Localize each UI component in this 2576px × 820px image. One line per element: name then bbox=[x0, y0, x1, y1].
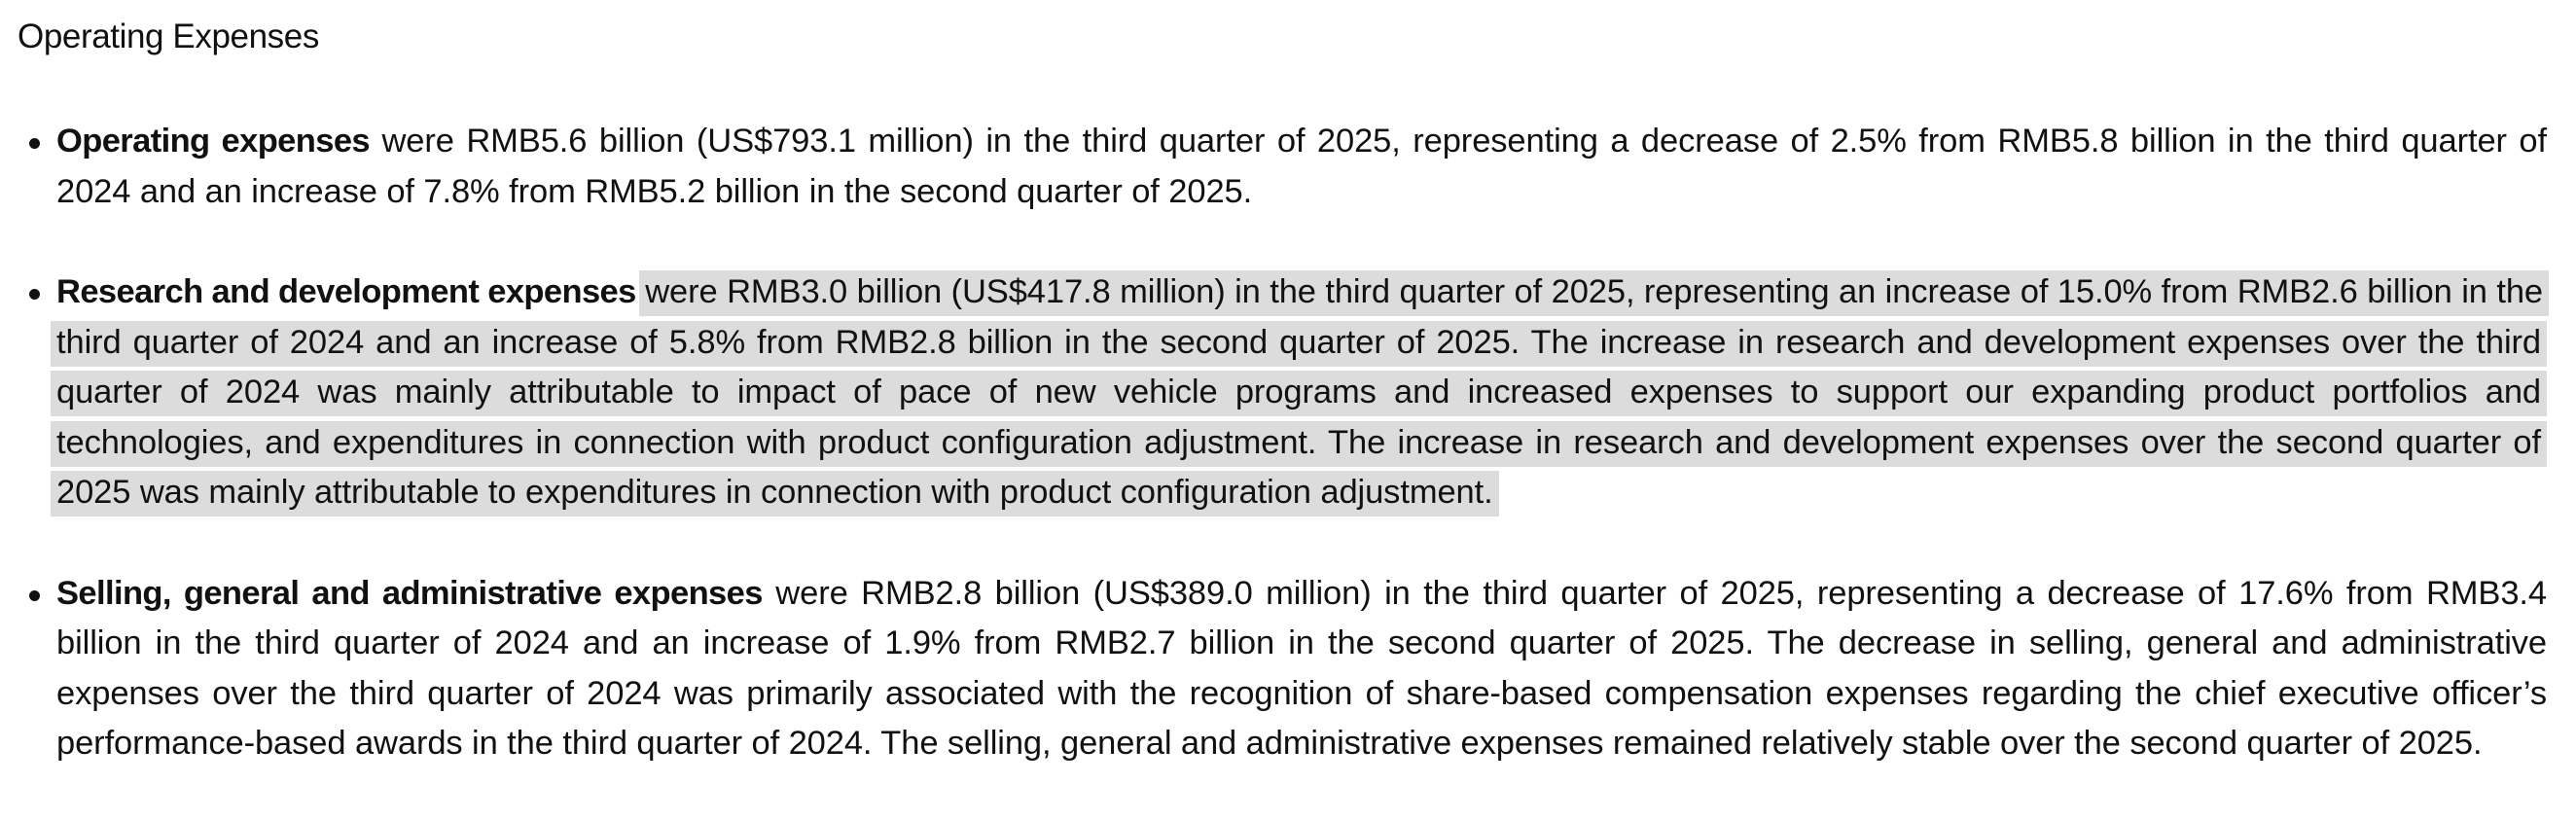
expense-list bbox=[0, 117, 2576, 820]
term-operating-expenses: Operating expenses bbox=[56, 123, 370, 160]
description-operating-expenses: were RMB5.6 billion (US$793.1 million) in the third quarter of 2025, representing a decrease of 2.5% from RMB5.8 billion in the third quarter of 2024 and an increase of 7.8% from RMB5.2 billion in the second quarter of 2025. bbox=[56, 123, 2547, 210]
list-item-selling-general-admin bbox=[0, 569, 2547, 769]
list-item-operating-expenses bbox=[0, 117, 2547, 217]
highlighted-selection[interactable]: were RMB3.0 billion (US$417.8 million) in the third quarter of 2025, representing an increase of 15.0% from RMB2.6 billion in the third quarter of 2024 and an increase of 5.8% from RMB2.8 billion in the second quarter of 2025. The increase in research and development expenses over the third quarter of 2024 was mainly attributable to impact of pace of new vehicle programs and increased expenses to support our expanding product portfolios and technologies, and expenditures in connection with product configuration adjustment. The increase in research and development expenses over the second quarter of 2025 was mainly attributable to expenditures in connection with product configuration adjustment. bbox=[51, 270, 2549, 517]
list-item-research-development bbox=[0, 267, 2547, 518]
term-selling-general-admin: Selling, general and administrative expenses bbox=[56, 574, 763, 612]
description-selling-general-admin: were RMB2.8 billion (US$389.0 million) in the third quarter of 2025, representing a decrease of 17.6% from RMB3.4 billion in the third quarter of 2024 and an increase of 1.9% from RMB2.7 billion in the second quarter of 2025. The decrease in selling, general and administrative expenses over the third quarter of 2024 was primarily associated with the recognition of share-based compensation expenses regarding the chief executive officer’s performance-based awards in the third quarter of 2024. The selling, general and administrative expenses remained relatively stable over the second quarter of 2025. bbox=[56, 574, 2547, 762]
term-research-development: Research and development expenses bbox=[56, 273, 636, 310]
section-title: Operating Expenses bbox=[18, 18, 319, 55]
